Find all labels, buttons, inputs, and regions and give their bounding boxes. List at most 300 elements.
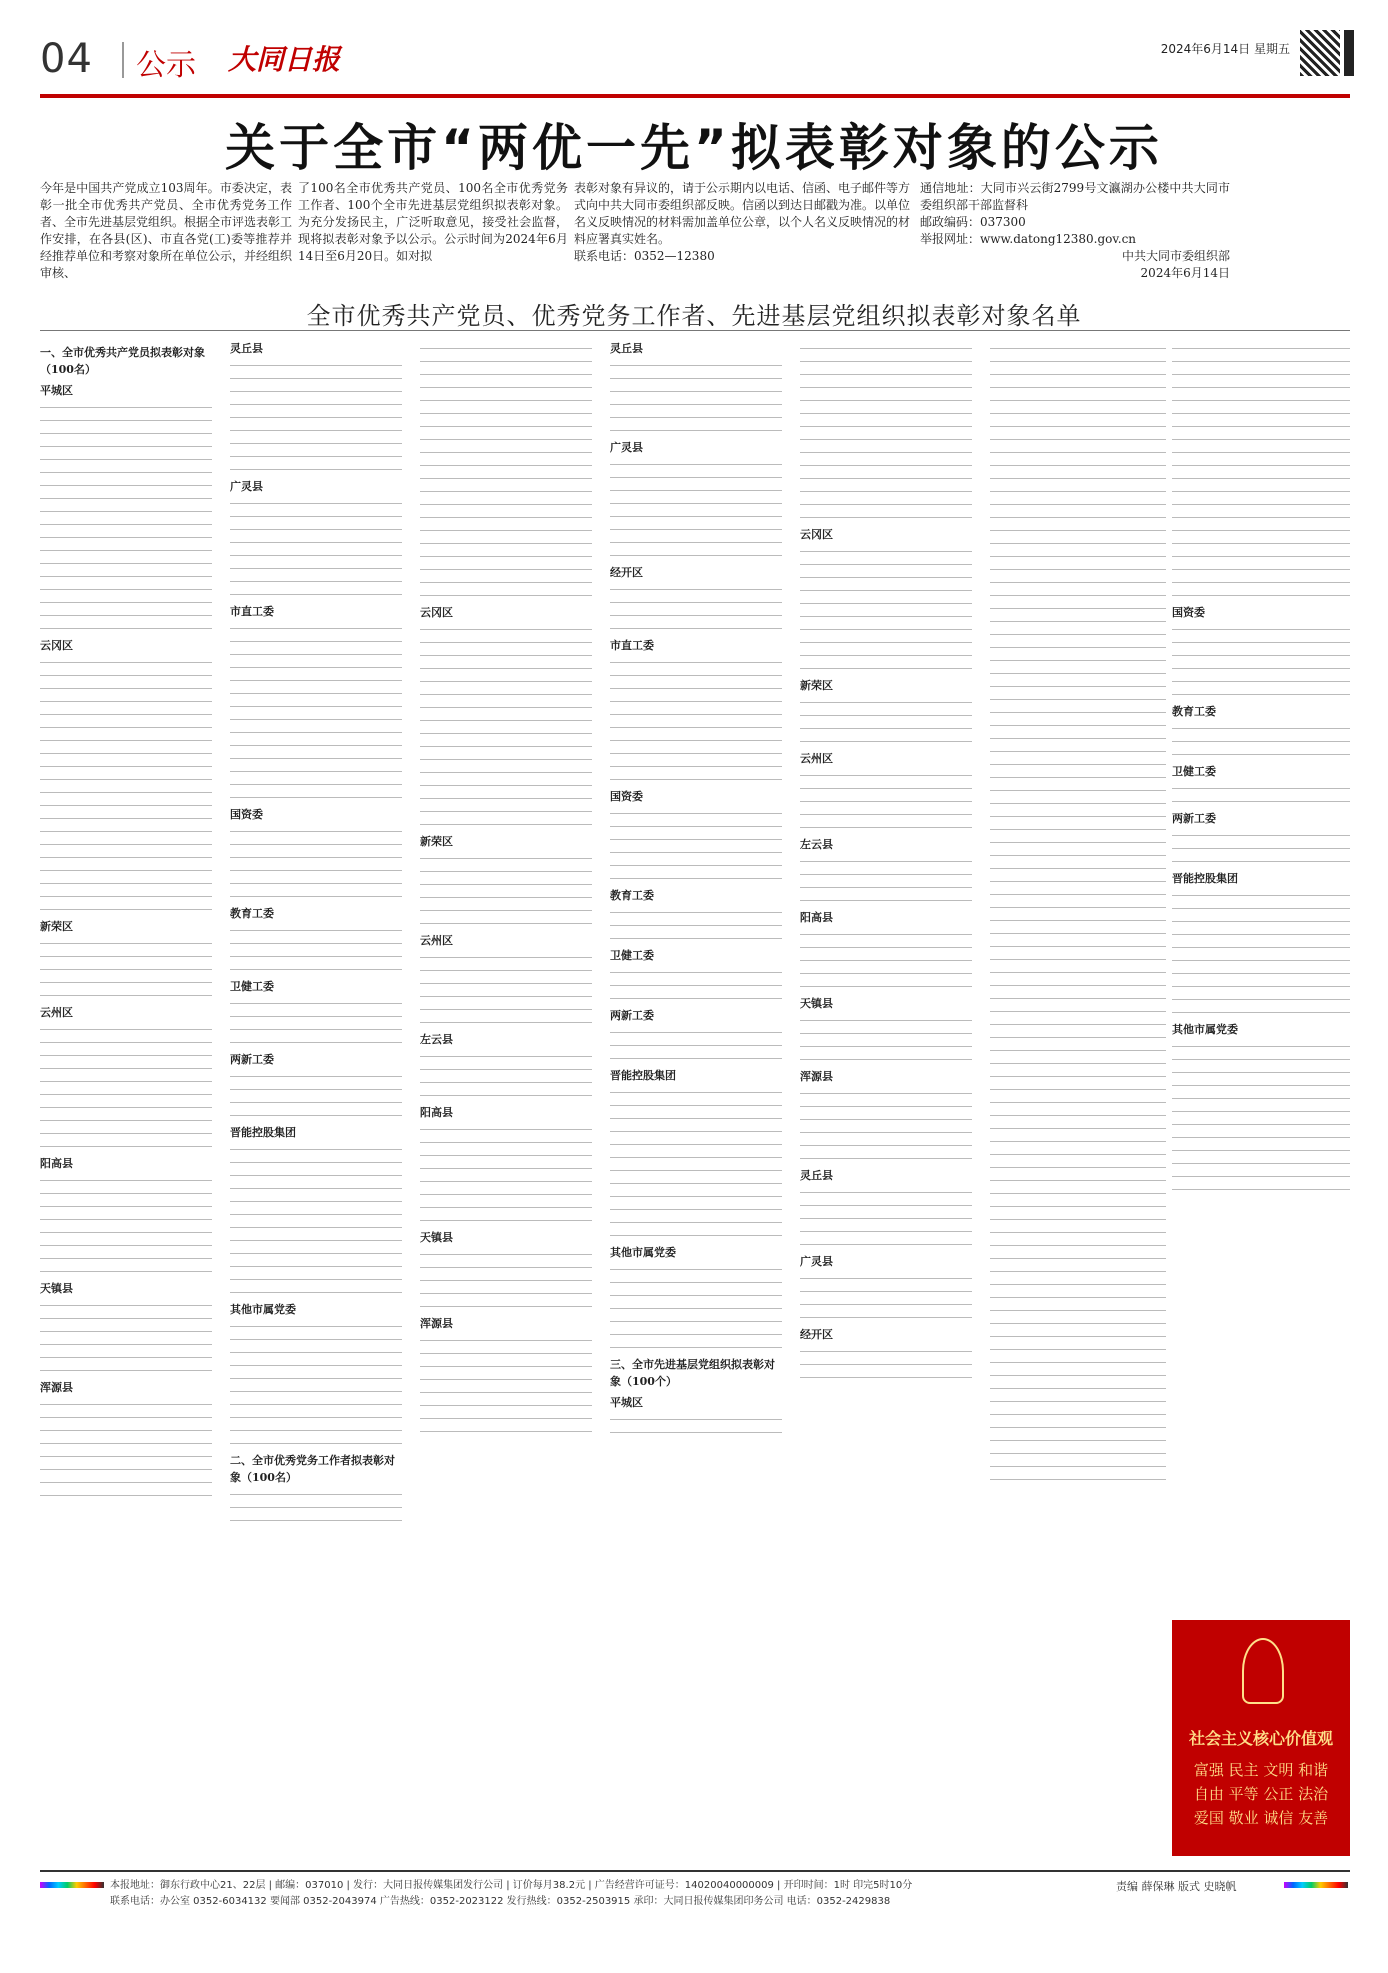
list-entry [800, 1287, 972, 1295]
list-entry [230, 853, 402, 861]
list-entry [40, 1129, 212, 1137]
list-entry [420, 539, 592, 547]
list-entry [800, 1115, 972, 1123]
list-entry [610, 538, 782, 546]
list-entry [40, 1038, 212, 1046]
group-heading-yungang: 云冈区 [40, 639, 73, 652]
list-entry [40, 1465, 212, 1473]
list-entry [1172, 591, 1350, 599]
list-entry [990, 487, 1166, 495]
list-entry [1172, 1094, 1350, 1102]
group-heading-tianzhen-2: 天镇县 [420, 1231, 453, 1244]
list-entry [420, 867, 592, 875]
list-entry [990, 552, 1166, 560]
list-entry [1172, 969, 1350, 977]
list-entry [230, 741, 402, 749]
list-entry [230, 866, 402, 874]
list-entry [40, 1228, 212, 1236]
list-entry [610, 1114, 782, 1122]
list-entry [420, 664, 592, 672]
list-entry [420, 448, 592, 456]
list-entry [610, 1088, 782, 1096]
list-entry [40, 1202, 212, 1210]
section-heading-party-organizations: 三、全市先进基层党组织拟表彰对象（100个） [610, 1358, 775, 1388]
list-entry [1172, 370, 1350, 378]
group-heading-liangxin-2: 两新工委 [610, 1009, 654, 1022]
list-entry [230, 1111, 402, 1119]
list-entry [1172, 750, 1350, 758]
list-entry [800, 1227, 972, 1235]
contact-address: 通信地址：大同市兴云街2799号文瀛湖办公楼中共大同市委组织部干部监督科 [920, 181, 1230, 212]
list-entry [40, 481, 212, 489]
list-entry [230, 1503, 402, 1511]
list-entry [40, 1491, 212, 1499]
list-entry [40, 658, 212, 666]
list-entry [990, 461, 1166, 469]
list-entry [230, 1288, 402, 1296]
list-entry [420, 1414, 592, 1422]
list-entry [990, 383, 1166, 391]
list-entry [40, 710, 212, 718]
list-entry [610, 671, 782, 679]
list-entry [800, 771, 972, 779]
list-entry [800, 370, 972, 378]
list-entry [610, 374, 782, 382]
list-entry [610, 499, 782, 507]
list-entry [800, 461, 972, 469]
list-entry [40, 1090, 212, 1098]
list-divider [40, 330, 1350, 331]
list-entry [610, 1179, 782, 1187]
list-entry [230, 1361, 402, 1369]
group-heading-jinneng-3: 晋能控股集团 [1172, 872, 1238, 885]
list-entry [990, 929, 1166, 937]
list-entry [610, 525, 782, 533]
list-entry [800, 357, 972, 365]
list-entry [40, 814, 212, 822]
page-title: 关于全市“两优一先”拟表彰对象的公示 [225, 119, 1163, 177]
list-entry [40, 671, 212, 679]
list-entry [800, 1300, 972, 1308]
lantern-icon [1242, 1638, 1284, 1704]
list-entry [230, 624, 402, 632]
editor-credit: 责编 薛保琳 版式 史晓帆 [1116, 1880, 1237, 1893]
list-entry [1172, 1081, 1350, 1089]
list-entry [230, 650, 402, 658]
list-entry [420, 794, 592, 802]
group-heading-jingkai-3: 经开区 [800, 1328, 833, 1341]
list-entry [420, 1138, 592, 1146]
list-entry [800, 547, 972, 555]
list-entry [990, 422, 1166, 430]
list-entry [230, 1197, 402, 1205]
group-heading-tianzhen: 天镇县 [40, 1282, 73, 1295]
list-entry [230, 840, 402, 848]
list-entry [420, 1177, 592, 1185]
list-entry [1172, 797, 1350, 805]
list-entry [990, 708, 1166, 716]
list-entry [40, 853, 212, 861]
list-entry [230, 387, 402, 395]
signature: 中共大同市委组织部 [1121, 249, 1230, 263]
list-entry [990, 1306, 1166, 1314]
list-entry [230, 926, 402, 934]
list-entry [1172, 943, 1350, 951]
list-entry [990, 955, 1166, 963]
list-entry [40, 952, 212, 960]
list-entry [230, 577, 402, 585]
list-entry [1172, 664, 1350, 672]
list-entry [40, 533, 212, 541]
group-heading-yunzhou-3: 云州区 [800, 752, 833, 765]
list-entry [800, 560, 972, 568]
list-entry [40, 546, 212, 554]
group-heading-xinrong: 新荣区 [40, 920, 73, 933]
list-entry [990, 864, 1166, 872]
list-entry [1172, 1107, 1350, 1115]
imprint-line-2: 联系电话：办公室 0352-6034132 要闻部 0352-2043974 广告热线：0352-2023122 发行热线：0352-2503915 承印：大同日报传媒集团印务公司 电话：0352-2429838 [110, 1896, 891, 1907]
list-entry [230, 999, 402, 1007]
list-entry [610, 1428, 782, 1436]
list-entry [800, 930, 972, 938]
group-heading-zuoyun-2: 左云县 [420, 1033, 453, 1046]
list-entry [420, 854, 592, 862]
list-entry [610, 1127, 782, 1135]
list-entry [40, 442, 212, 450]
list-entry [610, 1218, 782, 1226]
report-website: 举报网址：www.datong12380.gov.cn [920, 232, 1137, 246]
list-entry [990, 591, 1166, 599]
list-entry [230, 780, 402, 788]
list-entry [40, 559, 212, 567]
list-entry [420, 638, 592, 646]
list-entry [230, 689, 402, 697]
imprint [110, 1878, 1150, 1910]
list-entry [610, 598, 782, 606]
header-rule [40, 94, 1350, 98]
list-entry [610, 968, 782, 976]
list-entry [800, 573, 972, 581]
list-entry [40, 1077, 212, 1085]
list-entry [40, 429, 212, 437]
list-entry [610, 1265, 782, 1273]
list-entry [40, 1051, 212, 1059]
list-entry [420, 1190, 592, 1198]
list-entry [800, 857, 972, 865]
list-entry [230, 702, 402, 710]
list-entry [800, 396, 972, 404]
list-entry [610, 1028, 782, 1036]
group-heading-jinneng-2: 晋能控股集团 [610, 1069, 676, 1082]
list-entry [1172, 724, 1350, 732]
list-entry [610, 934, 782, 942]
list-entry [990, 812, 1166, 820]
group-heading-guoqi: 国资委 [230, 808, 263, 821]
list-entry [1172, 690, 1350, 698]
list-entry [40, 1413, 212, 1421]
list-entry [420, 893, 592, 901]
list-entry [420, 370, 592, 378]
list-entry [610, 1041, 782, 1049]
list-entry [1172, 1172, 1350, 1180]
list-entry [990, 1085, 1166, 1093]
poster-values [1172, 1758, 1350, 1830]
group-heading-hunyuan-2: 浑源县 [420, 1317, 453, 1330]
group-heading-jiaoyu-3: 教育工委 [1172, 705, 1216, 718]
list-entry [40, 978, 212, 986]
list-entry [1172, 844, 1350, 852]
list-entry [230, 1262, 402, 1270]
list-entry [990, 370, 1166, 378]
list-entry [990, 1189, 1166, 1197]
list-entry [230, 715, 402, 723]
list-entry [420, 461, 592, 469]
list-entry [230, 1171, 402, 1179]
list-entry [40, 1327, 212, 1335]
color-registration-bar-right [1284, 1882, 1348, 1888]
list-entry [230, 499, 402, 507]
list-entry [40, 1439, 212, 1447]
list-entry [40, 801, 212, 809]
list-entry [230, 465, 402, 473]
list-entry [230, 1387, 402, 1395]
list-entry [230, 793, 402, 801]
list-entry [990, 981, 1166, 989]
list-entry [420, 1091, 592, 1099]
list-entry [230, 952, 402, 960]
list-entry [990, 682, 1166, 690]
list-entry [1172, 831, 1350, 839]
list-entry [230, 1184, 402, 1192]
intro-paragraph-3: 表彰对象有异议的，请于公示期内以电话、信函、电子邮件等方式向中共大同市委组织部反映。信函以到达日邮戳为准。以单位名义反映情况的材料需加盖单位公章，以个人名义反映情况的材料应署真实姓名。 [574, 181, 911, 246]
list-entry [990, 1098, 1166, 1106]
list-entry [40, 1452, 212, 1460]
list-entry [40, 879, 212, 887]
list-entry [40, 723, 212, 731]
list-entry [420, 1336, 592, 1344]
list-entry [800, 1360, 972, 1368]
list-entry [800, 1016, 972, 1024]
list-entry [990, 526, 1166, 534]
group-heading-qita-3: 其他市属党委 [1172, 1023, 1238, 1036]
list-entry [610, 1317, 782, 1325]
list-entry [230, 1085, 402, 1093]
group-heading-xinrong-3: 新荣区 [800, 679, 833, 692]
list-entry [610, 1153, 782, 1161]
list-entry [230, 676, 402, 684]
list-entry [420, 1078, 592, 1086]
list-entry [990, 1345, 1166, 1353]
list-entry [420, 1401, 592, 1409]
list-entry [1172, 784, 1350, 792]
group-heading-yanggao-3: 阳高县 [800, 911, 833, 924]
group-heading-shizhi-2: 市直工委 [610, 639, 654, 652]
list-entry [230, 879, 402, 887]
list-entry [610, 736, 782, 744]
list-entry [610, 585, 782, 593]
list-entry [230, 413, 402, 421]
list-entry [420, 578, 592, 586]
list-entry [40, 572, 212, 580]
list-entry [610, 1140, 782, 1148]
list-entry [610, 994, 782, 1002]
list-entry [990, 1267, 1166, 1275]
list-entry [420, 1018, 592, 1026]
list-entry [40, 507, 212, 515]
list-entry [40, 585, 212, 593]
list-entry [420, 513, 592, 521]
list-entry [990, 1332, 1166, 1340]
list-entry [800, 956, 972, 964]
list-entry [420, 1289, 592, 1297]
list-entry [990, 1410, 1166, 1418]
list-entry [230, 1400, 402, 1408]
list-entry [800, 612, 972, 620]
list-entry [1172, 1042, 1350, 1050]
list-entry [230, 525, 402, 533]
list-entry [610, 551, 782, 559]
list-entry [230, 564, 402, 572]
list-entry [40, 403, 212, 411]
list-entry [230, 663, 402, 671]
list-entry [800, 422, 972, 430]
list-entry [40, 840, 212, 848]
list-entry [800, 1240, 972, 1248]
list-entry [230, 551, 402, 559]
list-entry [420, 526, 592, 534]
list-entry [230, 767, 402, 775]
list-entry [800, 500, 972, 508]
list-entry [990, 942, 1166, 950]
group-heading-pingcheng-3: 平城区 [610, 1396, 643, 1409]
list-entry [1172, 409, 1350, 417]
list-entry [610, 874, 782, 882]
list-entry [990, 838, 1166, 846]
list-entry [610, 981, 782, 989]
list-entry [800, 784, 972, 792]
list-entry [40, 1426, 212, 1434]
list-entry [230, 361, 402, 369]
list-entry [800, 883, 972, 891]
list-entry [230, 1426, 402, 1434]
list-entry [230, 1038, 402, 1046]
header-divider [122, 42, 124, 78]
list-entry [420, 500, 592, 508]
list-entry [1172, 539, 1350, 547]
list-entry [610, 697, 782, 705]
list-entry [420, 1125, 592, 1133]
list-entry [610, 1166, 782, 1174]
list-entry [40, 892, 212, 900]
list-entry [990, 877, 1166, 885]
list-entry [800, 870, 972, 878]
group-heading-yungang-2: 云冈区 [420, 606, 453, 619]
issue-date: 2024年6月14日 星期五 [1160, 42, 1290, 56]
list-entry [40, 1254, 212, 1262]
list-entry [610, 512, 782, 520]
list-entry [230, 939, 402, 947]
intro-paragraph-1: 今年是中国共产党成立103周年。市委决定，表彰一批全市优秀共产党员、全市优秀党务工作者、全市先进基层党组织。根据全市评选表彰工作安排，在各县(区)、市直各党(工)委等推荐并经推荐单位和考察对象所在单位公示，并经组织审核、 [40, 181, 293, 280]
list-entry [610, 413, 782, 421]
name-list-column-7 [1172, 340, 1350, 1610]
list-entry [610, 1205, 782, 1213]
list-entry [990, 1436, 1166, 1444]
list-entry [230, 452, 402, 460]
list-entry [800, 698, 972, 706]
list-entry [800, 896, 972, 904]
list-entry [420, 1250, 592, 1258]
list-entry [40, 827, 212, 835]
list-entry [230, 754, 402, 762]
list-entry [230, 892, 402, 900]
list-entry [1172, 904, 1350, 912]
list-entry [610, 749, 782, 757]
list-entry [230, 728, 402, 736]
list-entry [800, 1055, 972, 1063]
list-entry [420, 1375, 592, 1383]
group-heading-jinneng: 晋能控股集团 [230, 1126, 296, 1139]
list-entry [990, 1423, 1166, 1431]
list-entry [990, 786, 1166, 794]
list-entry [420, 651, 592, 659]
list-entry [40, 468, 212, 476]
list-entry [1172, 625, 1350, 633]
list-entry [1172, 474, 1350, 482]
list-entry [230, 1223, 402, 1231]
list-entry [40, 1215, 212, 1223]
list-entry [230, 1098, 402, 1106]
list-entry [610, 658, 782, 666]
list-entry [420, 1005, 592, 1013]
list-entry [990, 344, 1166, 352]
list-entry [40, 991, 212, 999]
list-entry [230, 1335, 402, 1343]
list-entry [800, 1154, 972, 1162]
group-heading-yunzhou: 云州区 [40, 1006, 73, 1019]
group-heading-liangxin: 两新工委 [230, 1053, 274, 1066]
list-entry [230, 1439, 402, 1447]
list-entry [1172, 396, 1350, 404]
list-entry [990, 916, 1166, 924]
list-entry [40, 1366, 212, 1374]
list-entry [230, 1348, 402, 1356]
list-entry [1172, 422, 1350, 430]
list-entry [40, 1478, 212, 1486]
list-entry [420, 966, 592, 974]
list-entry [230, 1210, 402, 1218]
list-entry [610, 835, 782, 843]
name-list-column-3 [420, 340, 592, 1860]
list-entry [800, 409, 972, 417]
list-entry [40, 1301, 212, 1309]
list-entry [990, 500, 1166, 508]
list-entry [230, 1158, 402, 1166]
group-heading-jingkai-2: 经开区 [610, 566, 643, 579]
list-entry [610, 1330, 782, 1338]
list-entry [610, 1343, 782, 1351]
list-entry [1172, 1068, 1350, 1076]
vertical-code-strip [1344, 30, 1354, 76]
list-entry [990, 630, 1166, 638]
list-entry [230, 1374, 402, 1382]
list-entry [800, 1373, 972, 1381]
list-entry [800, 1201, 972, 1209]
list-entry [990, 825, 1166, 833]
list-entry [40, 905, 212, 913]
list-entry [610, 848, 782, 856]
list-entry [230, 827, 402, 835]
list-entry [800, 344, 972, 352]
